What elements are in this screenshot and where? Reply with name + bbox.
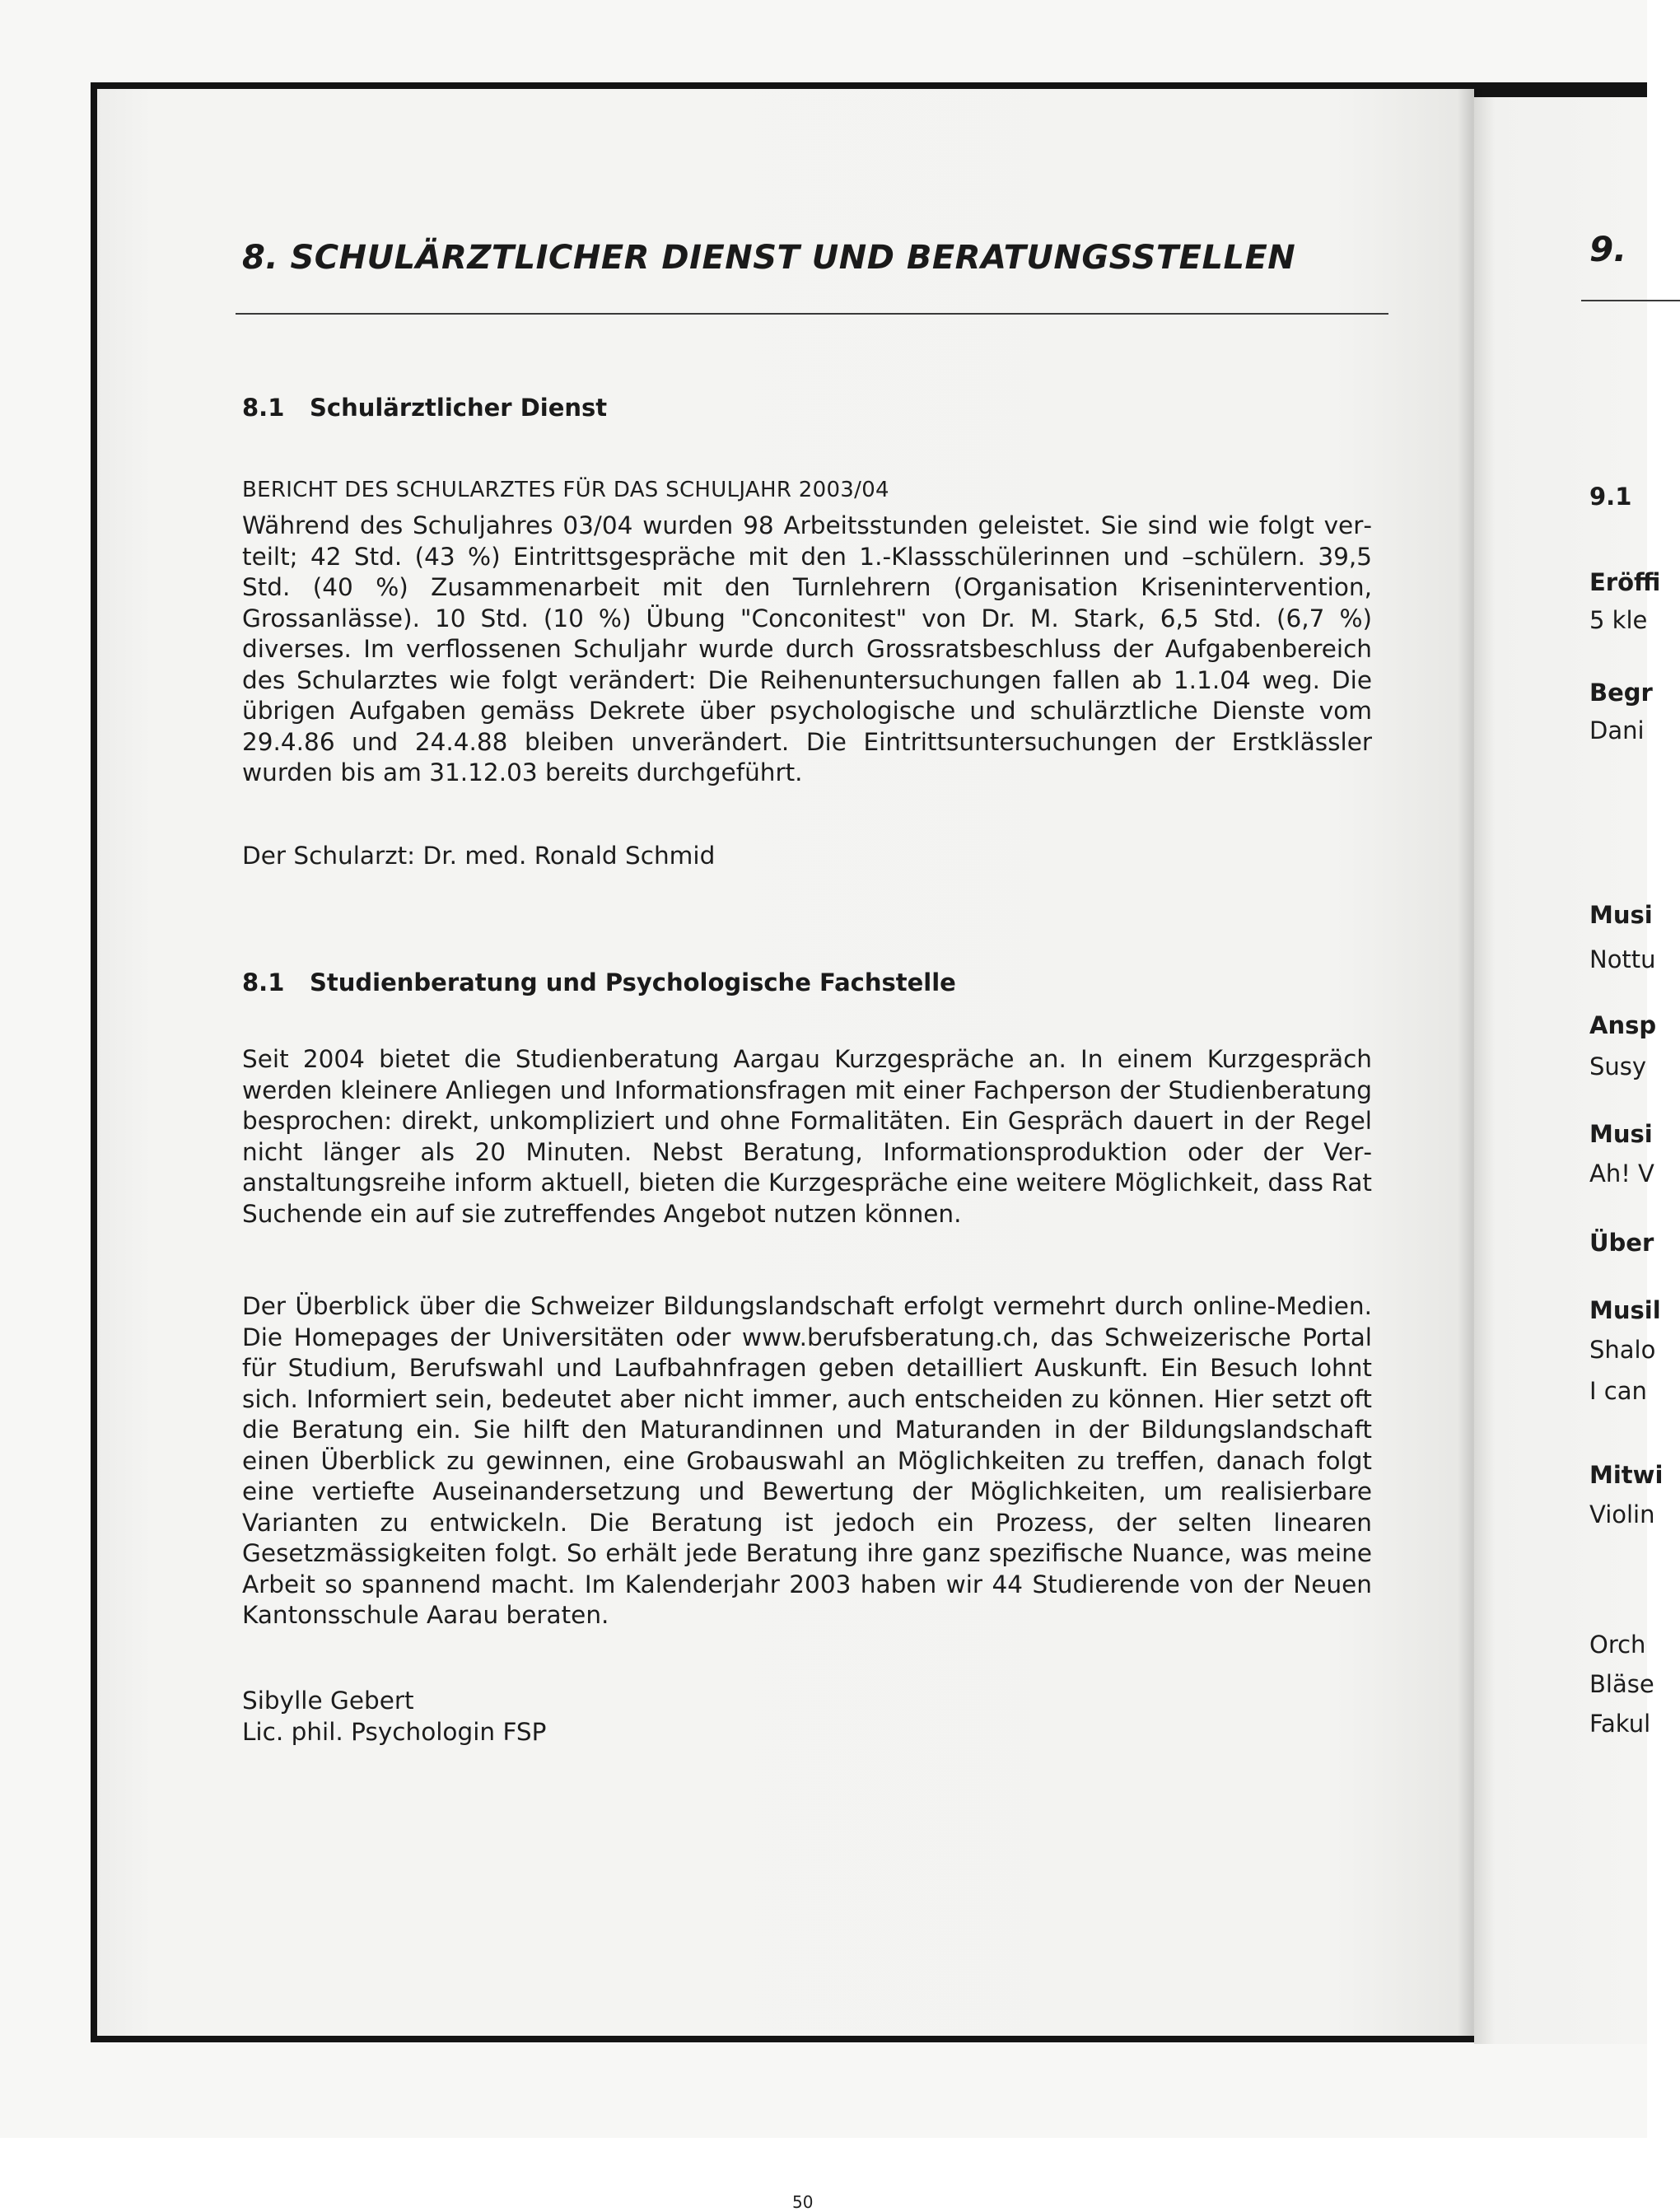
studienberatung-paragraph-2: Der Überblick über die Schweizer Bildungslandschaft erfolgt vermehrt durch online-Medien. Die Homepages der Universitäten oder www.berufsberatung.ch, das Schweizerische Portal für Studium, Berufswahl und Laufbahnfragen geben detailliert Auskunft. Ein Besuch lohnt sich. Informiert sein, bedeutet aber nicht immer, auch entscheiden zu können. Hier setzt oft die Beratung ein. Sie hilft den Maturandinnen und Maturanden in der Bildungslandschaft einen Überblick zu gewinnen, eine Grobauswahl an Möglichkeiten zu treffen, danach folgt eine vertiefte Auseinandersetzung und Bewertung der Möglichkeiten, um realisierbare Varianten zu entwickeln. Die Beratung ist jedoch ein Prozess, der selten linearen Gesetzmässigkeiten folgt. So erhält jede Beratung ihre ganz spezifische Nuance, was meine Arbeit so spannend macht. Im Kalenderjahr 2003 haben wir 44 Studierende von der Neuen Kantonsschule Aarau beraten. <box>242 1292 1372 1629</box>
studienberatung-paragraph-1: Seit 2004 bietet die Studienberatung Aargau Kurzgespräche an. In einem Kurzgespräch werden kleinere Anliegen und Informationsfragen mit einer Fachperson der Studienberatung besprochen: direkt, unkompliziert und ohne Formalitäten. Ein Gespräch dauert in der Regel nicht länger als 20 Minuten. Nebst Beratung, Informationsproduktion oder der Veranstaltungsreihe inform aktuell, bieten die Kurzgespräche eine weitere Möglichkeit, dass Rat Suchende ein auf sie zutreffendes Angebot nutzen können. <box>242 1045 1372 1228</box>
right-item: Fakul <box>1589 1710 1651 1738</box>
report-subheading: BERICHT DES SCHULARZTES FÜR DAS SCHULJAHR 2003/04 <box>242 478 889 502</box>
section-number: 8.1 <box>242 394 285 422</box>
right-item: Über <box>1589 1229 1654 1257</box>
right-item: Nottu <box>1589 945 1656 973</box>
right-item: Eröffi <box>1589 568 1661 596</box>
title-rule <box>236 313 1388 315</box>
right-item: Musil <box>1589 1296 1661 1324</box>
right-item: Orch <box>1589 1631 1646 1659</box>
right-item: Ansp <box>1589 1011 1657 1039</box>
right-item: Musi <box>1589 901 1653 929</box>
right-item: I can <box>1589 1377 1647 1405</box>
section-title: Schulärztlicher Dienst <box>310 394 608 422</box>
schularzt-signature: Der Schularzt: Dr. med. Ronald Schmid <box>242 842 716 870</box>
right-item: 5 kle <box>1589 606 1648 634</box>
page-number: 50 <box>792 2192 814 2212</box>
chapter-title: 8. SCHULÄRZTLICHER DIENST UND BERATUNGSSTELLEN <box>242 239 1296 277</box>
signature-title: Lic. phil. Psychologin FSP <box>242 1718 547 1746</box>
right-title-rule <box>1581 300 1680 301</box>
right-item: Shalo <box>1589 1336 1656 1364</box>
right-item: Violin <box>1589 1500 1655 1528</box>
right-item: Dani <box>1589 716 1645 744</box>
right-item: Bläse <box>1589 1670 1654 1698</box>
right-item: Ah! V <box>1589 1160 1654 1188</box>
right-section-number: 9.1 <box>1589 483 1632 511</box>
schularzt-report-text: Während des Schuljahres 03/04 wurden 98 Arbeitsstunden geleistet. Sie sind wie folgt verteilt; 42 Std. (43 %) Eintrittsgespräche mit den 1.-Klassschülerinnen und –schülern. 39,5 Std. (40 %) Zusammenarbeit mit den Turnlehrern (Organisation Krisenintervention, Grossanlässe). 10 Std. (10 %) Übung "Conconitest" von Dr. M. Stark, 6,5 Std. (6,7 %) diverses. Im verflossenen Schuljahr wurde durch Grossratsbeschluss der Aufgabenbereich des Schularztes wie folgt verändert: Die Reihenuntersuchungen fallen ab 1.1.04 weg. Die übrigen Aufgaben gemäss Dekrete über psychologische und schulärztliche Dienste vom 29.4.86 und 24.4.88 bleiben unverändert. Die Eintrittsuntersuchungen der Erstklässler wurden bis am 31.12.03 bereits durchgeführt. <box>242 511 1372 786</box>
section-title: Studienberatung und Psychologische Fachstelle <box>310 968 956 996</box>
section-heading-schularzt <box>242 394 607 422</box>
right-item: Begr <box>1589 679 1653 707</box>
section-heading-studienberatung <box>242 968 956 996</box>
right-item: Musi <box>1589 1120 1653 1148</box>
right-item: Susy <box>1589 1052 1647 1080</box>
right-item: Mitwi <box>1589 1461 1664 1489</box>
signature-name: Sibylle Gebert <box>242 1687 414 1715</box>
section-number: 8.1 <box>242 968 285 996</box>
right-page <box>1474 97 1664 2044</box>
right-chapter-number: 9. <box>1589 229 1627 269</box>
